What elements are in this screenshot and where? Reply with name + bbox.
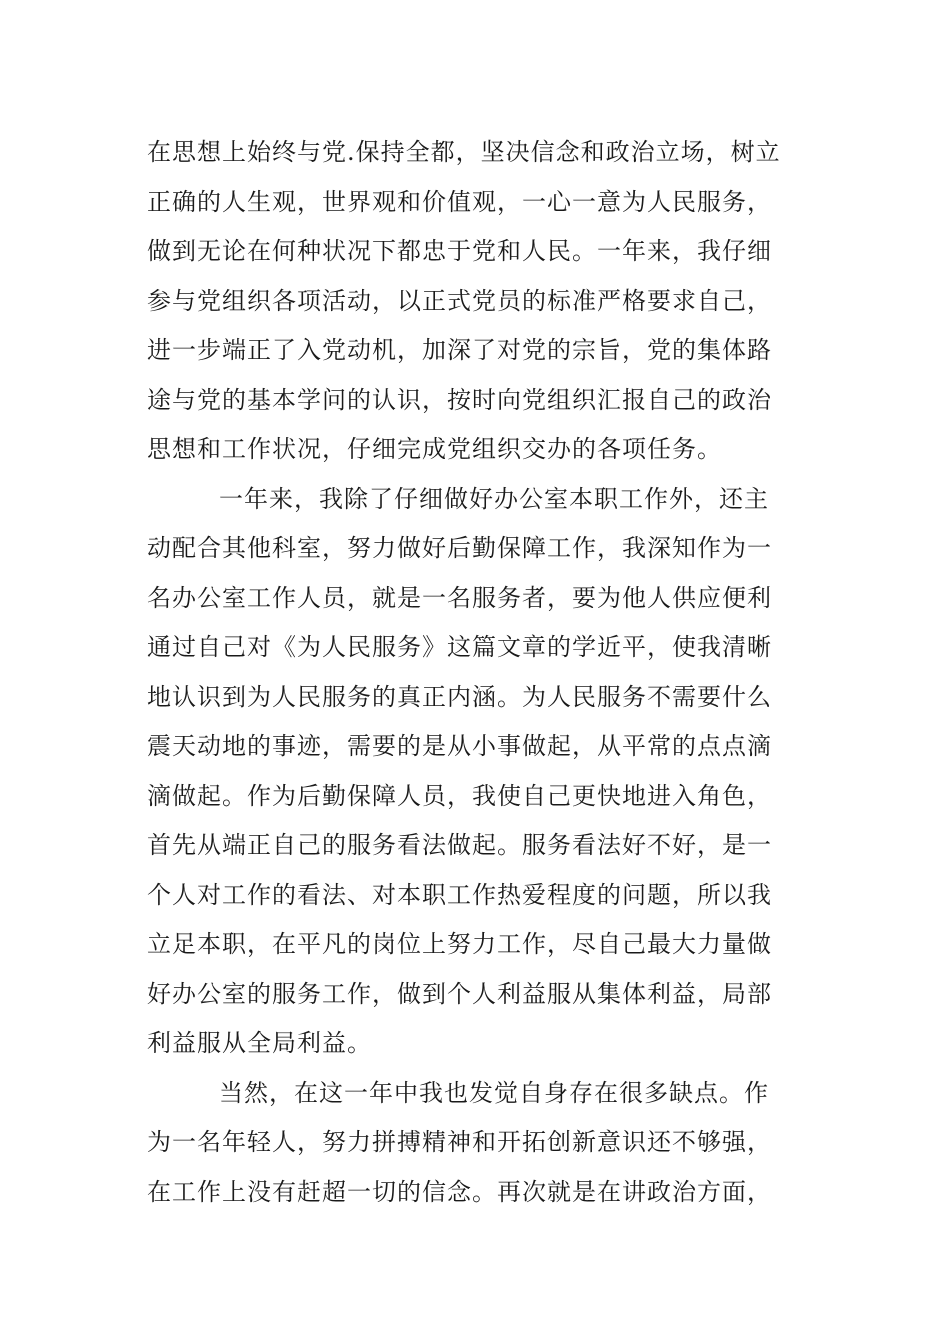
text-line: 正确的人生观，世界观和价值观，一心一意为人民服务， bbox=[147, 187, 772, 216]
paragraph-2 bbox=[147, 475, 807, 1069]
text-line: 立足本职，在平凡的岗位上努力工作，尽自己最大力量做 bbox=[147, 930, 772, 958]
text-line: 通过自己对《为人民服务》这篇文章的学近平，使我清晰 bbox=[147, 633, 772, 661]
text-line: 进一步端正了入党动机，加深了对党的宗旨，党的集体路 bbox=[147, 336, 772, 364]
text-line: 参与党组织各项活动，以正式党员的标准严格要求自己， bbox=[147, 286, 772, 315]
text-line: 思想和工作状况，仔细完成党组织交办的各项任务。 bbox=[147, 435, 722, 463]
text-line: 一年来，我除了仔细做好办公室本职工作外，还主 bbox=[219, 484, 769, 513]
text-line: 个人对工作的看法、对本职工作热爱程度的问题，所以我 bbox=[147, 880, 772, 909]
text-line: 做到无论在何种状况下都忠于党和人民。一年来，我仔细 bbox=[147, 237, 772, 265]
text-line: 途与党的基本学问的认识，按时向党组织汇报自己的政治 bbox=[147, 385, 772, 414]
text-line: 滴做起。作为后勤保障人员，我使自己更快地进入角色， bbox=[147, 781, 772, 810]
document-body bbox=[147, 128, 807, 1217]
text-line: 在工作上没有赶超一切的信念。再次就是在讲政治方面， bbox=[147, 1177, 772, 1206]
text-line: 好办公室的服务工作，做到个人利益服从集体利益，局部 bbox=[147, 979, 772, 1008]
paragraph-3 bbox=[147, 1069, 807, 1218]
text-line: 地认识到为人民服务的真正内涵。为人民服务不需要什么 bbox=[147, 682, 772, 711]
text-line: 名办公室工作人员，就是一名服务者，要为他人供应便利 bbox=[147, 583, 772, 612]
paragraph-1 bbox=[147, 128, 807, 475]
text-line: 动配合其他科室，努力做好后勤保障工作，我深知作为一 bbox=[147, 534, 772, 562]
text-line: 当然，在这一年中我也发觉自身存在很多缺点。作 bbox=[219, 1078, 769, 1107]
text-line: 震天动地的事迹，需要的是从小事做起，从平常的点点滴 bbox=[147, 732, 772, 760]
text-line: 利益服从全局利益。 bbox=[147, 1029, 372, 1057]
text-line: 首先从端正自己的服务看法做起。服务看法好不好，是一 bbox=[147, 831, 772, 859]
text-line: 为一名年轻人，努力拼搏精神和开拓创新意识还不够强， bbox=[147, 1128, 772, 1156]
text-line: 在思想上始终与党.保持全都，坚决信念和政治立场，树立 bbox=[147, 138, 781, 166]
